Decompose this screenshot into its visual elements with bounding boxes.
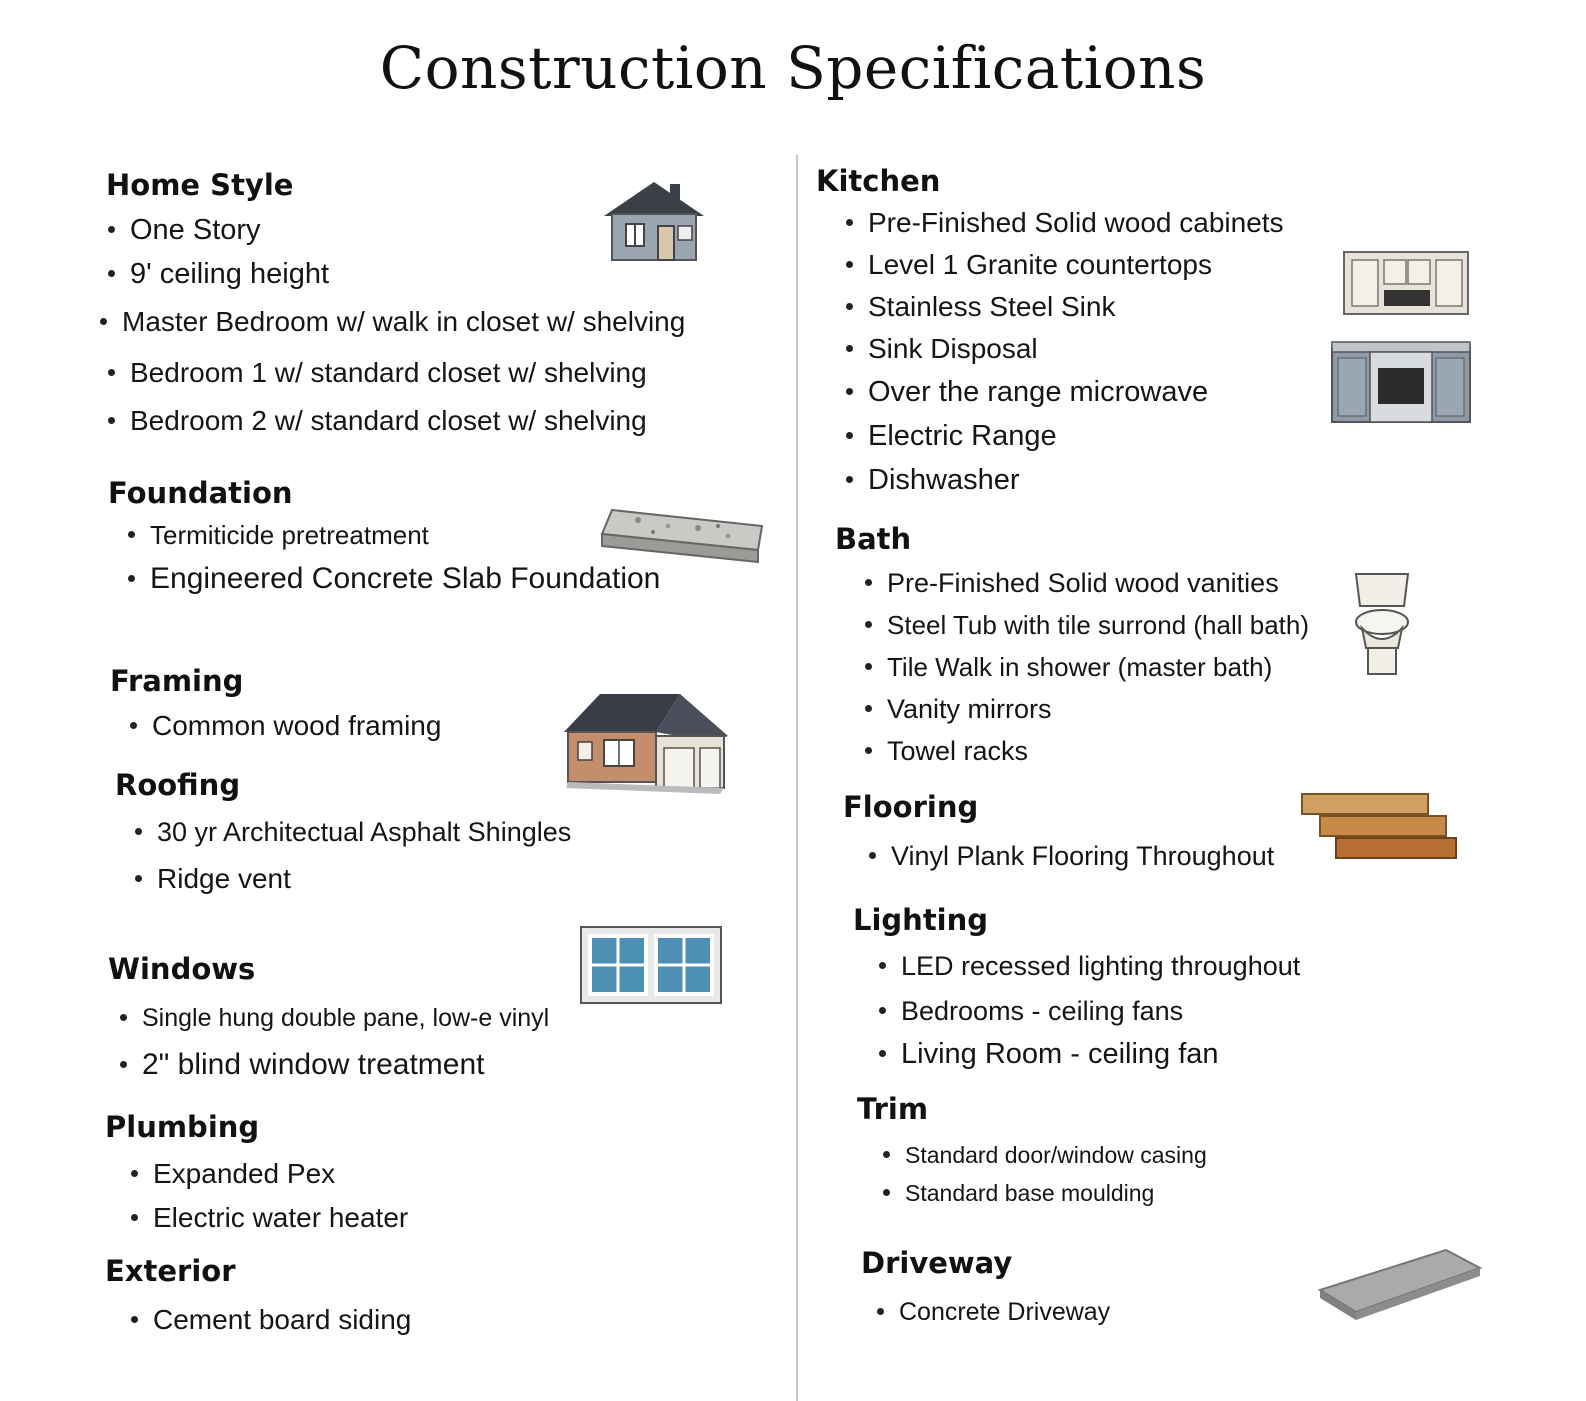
list-item: Concrete Driveway — [875, 1292, 1110, 1332]
list-item: Dishwasher — [844, 458, 1284, 502]
list-item: Single hung double pane, low-e vinyl — [118, 996, 549, 1040]
list-item: 30 yr Architectual Asphalt Shingles — [133, 808, 571, 856]
section-exterior — [105, 1254, 411, 1342]
section-foundation — [108, 476, 660, 602]
section-heading: Trim — [857, 1092, 929, 1126]
list-item: Expanded Pex — [129, 1152, 408, 1196]
list-item: Ridge vent — [133, 856, 571, 902]
section-bath — [835, 522, 1309, 772]
section-heading: Bath — [835, 522, 912, 556]
list-item: Standard door/window casing — [881, 1136, 1207, 1174]
section-heading: Lighting — [853, 903, 989, 937]
column-divider — [796, 155, 798, 1401]
section-heading: Exterior — [105, 1254, 236, 1288]
section-trim — [857, 1092, 1207, 1212]
section-driveway — [861, 1246, 1110, 1332]
list-item: Vinyl Plank Flooring Throughout — [867, 836, 1274, 876]
list-item: Common wood framing — [128, 702, 441, 750]
list-item: Standard base moulding — [881, 1174, 1207, 1212]
kitchen-cabinets-icon — [1342, 250, 1470, 316]
section-heading: Kitchen — [816, 164, 941, 198]
list-item: Level 1 Granite countertops — [844, 244, 1284, 286]
section-heading: Windows — [108, 952, 256, 986]
wood-planks-icon — [1300, 792, 1458, 862]
concrete-slab-icon — [598, 506, 766, 566]
list-item: Cement board siding — [129, 1298, 411, 1342]
list-item: Sink Disposal — [844, 328, 1284, 370]
list-item: Master Bedroom w/ walk in closet w/ shelving — [98, 296, 685, 348]
list-item: Engineered Concrete Slab Foundation — [126, 556, 660, 602]
list-item: Bedroom 1 w/ standard closet w/ shelving — [106, 348, 685, 398]
list-item: LED recessed lighting throughout — [877, 943, 1300, 989]
list-item: Termiticide pretreatment — [126, 514, 660, 556]
concrete-driveway-icon — [1316, 1246, 1484, 1324]
page-title: Construction Specifications — [379, 34, 1207, 102]
list-item: One Story — [106, 208, 685, 252]
section-plumbing — [105, 1110, 408, 1240]
section-framing — [110, 664, 441, 750]
list-item: 9' ceiling height — [106, 252, 685, 296]
list-item: Stainless Steel Sink — [844, 286, 1284, 328]
section-lighting — [853, 903, 1300, 1075]
section-windows — [108, 952, 549, 1090]
list-item: Bedroom 2 w/ standard closet w/ shelving — [106, 398, 685, 444]
window-icon — [580, 926, 722, 1004]
section-heading: Home Style — [106, 168, 294, 202]
list-item: Towel racks — [863, 730, 1309, 772]
list-item: 2" blind window treatment — [118, 1040, 549, 1090]
section-heading: Roofing — [115, 768, 241, 802]
list-item: Steel Tub with tile surrond (hall bath) — [863, 604, 1309, 646]
list-item: Pre-Finished Solid wood vanities — [863, 562, 1309, 604]
list-item: Vanity mirrors — [863, 688, 1309, 730]
list-item: Bedrooms - ceiling fans — [877, 989, 1300, 1033]
section-kitchen — [816, 164, 1284, 502]
list-item: Pre-Finished Solid wood cabinets — [844, 202, 1284, 244]
section-heading: Framing — [110, 664, 244, 698]
section-heading: Plumbing — [105, 1110, 260, 1144]
section-roofing — [115, 768, 571, 902]
kitchen-range-icon — [1330, 338, 1472, 424]
list-item: Over the range microwave — [844, 370, 1284, 414]
list-item: Electric Range — [844, 414, 1284, 458]
list-item: Tile Walk in shower (master bath) — [863, 646, 1309, 688]
house-icon — [596, 176, 712, 266]
framed-house-icon — [560, 690, 732, 796]
list-item: Living Room - ceiling fan — [877, 1033, 1300, 1075]
toilet-icon — [1352, 570, 1412, 678]
section-heading: Foundation — [108, 476, 293, 510]
section-heading: Flooring — [843, 790, 979, 824]
list-item: Electric water heater — [129, 1196, 408, 1240]
section-heading: Driveway — [861, 1246, 1013, 1280]
section-flooring — [843, 790, 1274, 876]
